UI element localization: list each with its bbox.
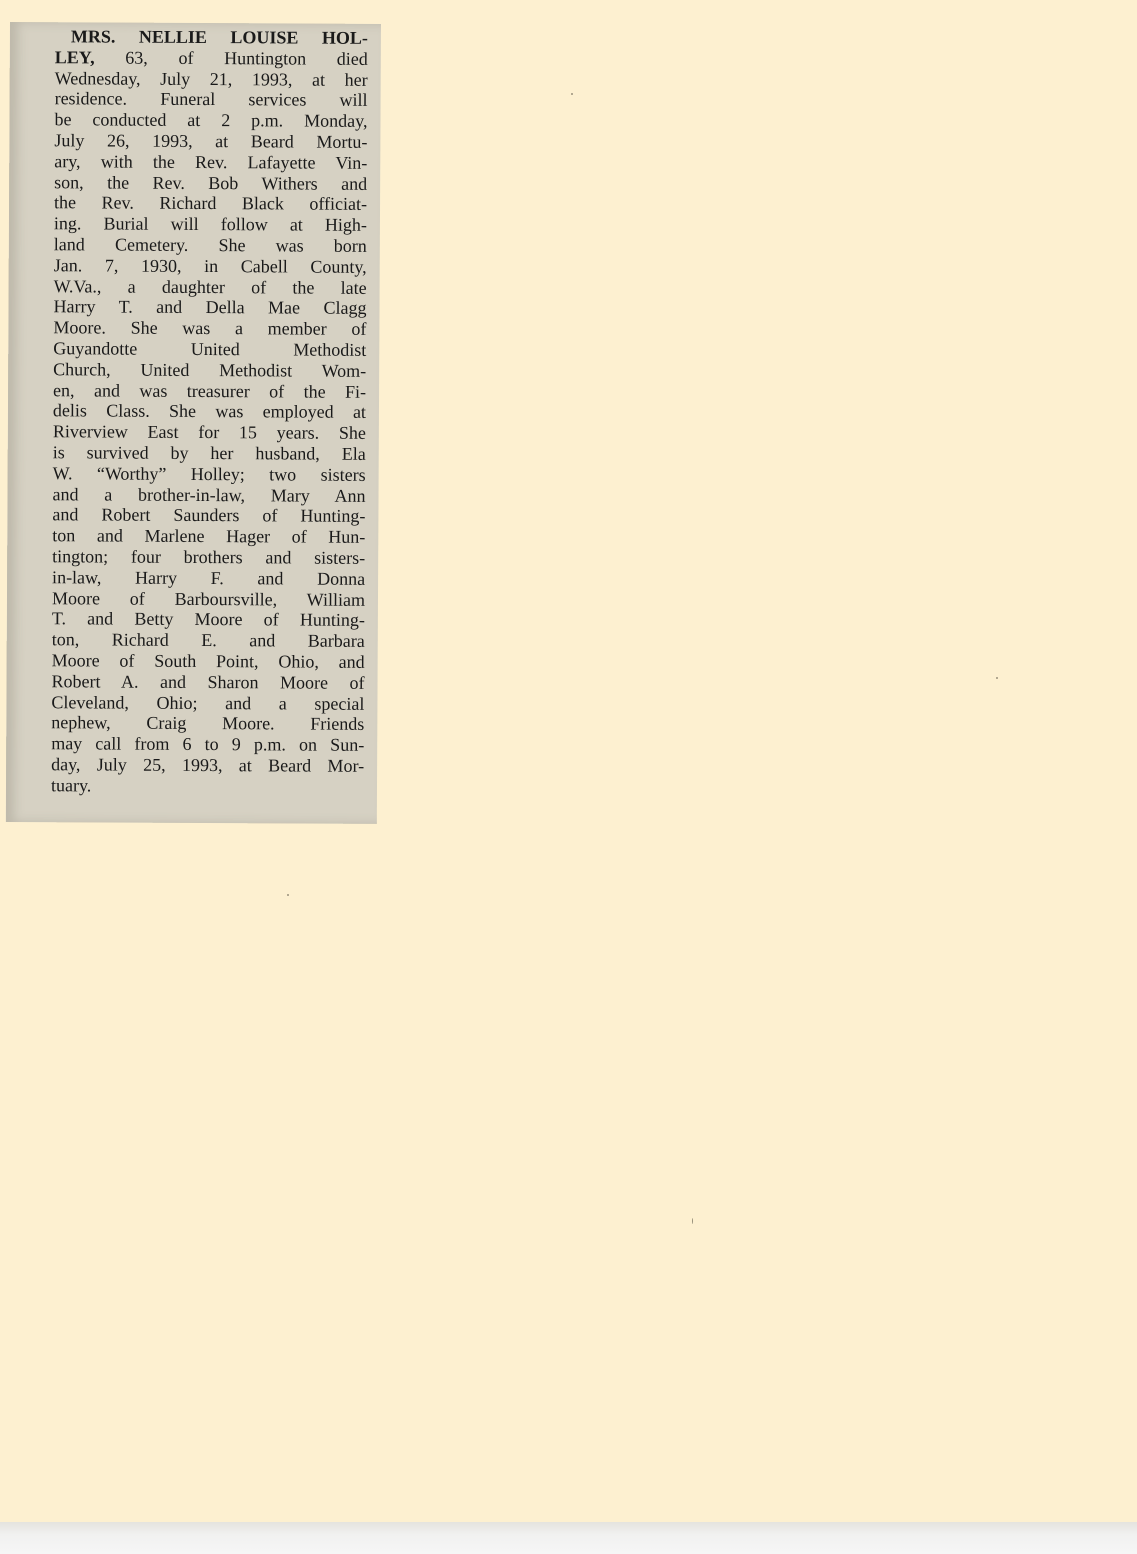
obituary-line: ary, with the Rev. Lafayette Vin-	[54, 151, 368, 173]
newspaper-clipping	[6, 22, 381, 824]
obituary-line: W.Va., a daughter of the late	[53, 275, 367, 298]
paper-speck	[287, 894, 289, 896]
obituary-line: land Cemetery. She was born	[53, 234, 367, 256]
obituary-line: the Rev. Richard Black officiat-	[54, 192, 368, 215]
obituary-name: MRS. NELLIE LOUISE HOL-	[70, 26, 368, 48]
obituary-line: Wednesday, July 21, 1993, at her	[54, 67, 368, 90]
obituary-name-cont: LEY,	[54, 47, 95, 68]
obituary-line: Riverview East for 15 years. She	[52, 421, 366, 444]
obituary-line: Moore. She was a member of	[53, 317, 367, 340]
obituary-line: ing. Burial will follow at High-	[53, 213, 367, 236]
obituary-line: residence. Funeral services will	[54, 88, 368, 111]
obituary-line: tington; four brothers and sisters-	[52, 546, 366, 568]
scanner-bed-edge	[0, 1522, 1137, 1554]
obituary-line: Church, United Methodist Wom-	[53, 358, 367, 381]
paper-speck	[996, 677, 998, 679]
obituary-line: delis Class. She was employed at	[52, 400, 367, 423]
obituary-line: nephew, Craig Moore. Friends	[51, 712, 365, 735]
obituary-line: be conducted at 2 p.m. Monday,	[54, 109, 368, 132]
obituary-line-text: 63, of Huntington died	[94, 47, 368, 69]
obituary-line: day, July 25, 1993, at Beard Mor-	[51, 754, 365, 776]
obituary-line: tuary.	[50, 774, 92, 796]
obituary-line: July 26, 1993, at Beard Mortu-	[54, 130, 368, 152]
obituary-line: Jan. 7, 1930, in Cabell County,	[53, 254, 367, 277]
obituary-line: W. “Worthy” Holley; two sisters	[52, 462, 366, 485]
obituary-line: Cleveland, Ohio; and a special	[51, 691, 365, 714]
obituary-line: is survived by her husband, Ela	[52, 442, 366, 464]
obituary-line: Robert A. and Sharon Moore of	[51, 670, 365, 693]
obituary-line: and Robert Saunders of Hunting-	[52, 504, 366, 527]
paper-speck	[692, 1218, 693, 1224]
obituary-line: ton, Richard E. and Barbara	[51, 629, 365, 651]
obituary-line: Guyandotte United Methodist	[53, 338, 367, 360]
obituary-line: Moore of Barboursville, William	[51, 587, 366, 610]
obituary-line: may call from 6 to 9 p.m. on Sun-	[51, 733, 365, 755]
obituary-line: en, and was treasurer of the Fi-	[53, 379, 367, 402]
obituary-line: son, the Rev. Bob Withers and	[54, 171, 368, 194]
obituary-line: in-law, Harry F. and Donna	[52, 566, 366, 589]
paper-speck	[571, 93, 573, 95]
obituary-line: Harry T. and Della Mae Clagg	[53, 296, 367, 319]
obituary-line: Moore of South Point, Ohio, and	[51, 650, 365, 672]
obituary-line: and a brother-in-law, Mary Ann	[52, 483, 366, 506]
obituary-headline-line	[55, 26, 368, 48]
obituary-line	[55, 47, 368, 69]
obituary-line: ton and Marlene Hager of Hun-	[52, 525, 366, 547]
obituary-line: T. and Betty Moore of Hunting-	[51, 608, 365, 631]
obituary-text	[51, 26, 368, 797]
